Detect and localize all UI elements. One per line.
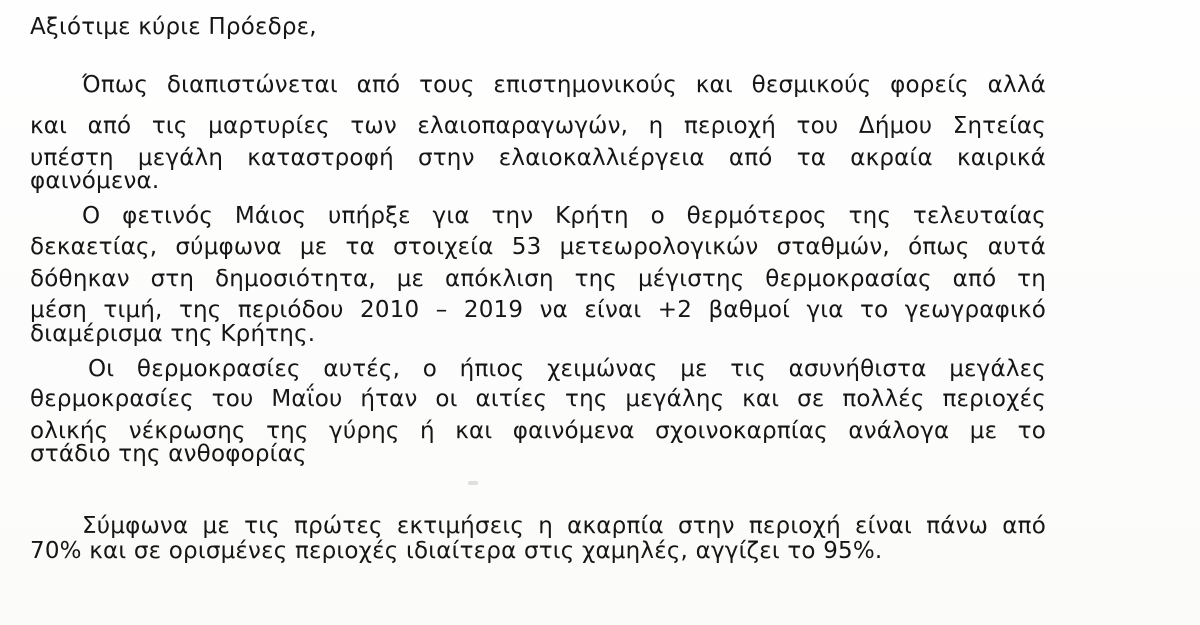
paragraph-3-line-2: θερμοκρασίες του Μαΐου ήταν οι αιτίες της μεγάλης και σε πολλές περιοχές	[30, 386, 1046, 412]
paragraph-2-line-3: δόθηκαν στη δημοσιότητα, με απόκλιση της μέγιστης θερμοκρασίας από τη	[30, 266, 1046, 292]
paragraph-3-line-3: ολικής νέκρωσης της γύρης ή και φαινόμενα σχοινοκαρπίας ανάλογα με το	[30, 418, 1046, 444]
paragraph-4-line-2: 70% και σε ορισμένες περιοχές ιδιαίτερα στις χαμηλές, αγγίζει το 95%.	[30, 538, 883, 564]
scan-smudge	[468, 481, 478, 485]
paragraph-1-line-4: φαινόμενα.	[30, 168, 160, 194]
paragraph-1-line-1: Όπως διαπιστώνεται από τους επιστημονικούς και θεσμικούς φορείς αλλά	[82, 72, 1046, 98]
paragraph-3-line-4: στάδιο της ανθοφορίας	[30, 441, 307, 467]
paragraph-3-line-1: Οι θερμοκρασίες αυτές, ο ήπιος χειμώνας με τις ασυνήθιστα μεγάλες	[88, 356, 1046, 382]
salutation: Αξιότιμε κύριε Πρόεδρε,	[30, 14, 317, 40]
paragraph-1-line-3: υπέστη μεγάλη καταστροφή στην ελαιοκαλλιέργεια από τα ακραία καιρικά	[30, 145, 1046, 171]
paragraph-2-line-2: δεκαετίας, σύμφωνα με τα στοιχεία 53 μετεωρολογικών σταθμών, όπως αυτά	[30, 234, 1046, 260]
paragraph-1-line-2: και από τις μαρτυρίες των ελαιοπαραγωγών, η περιοχή του Δήμου Σητείας	[30, 113, 1046, 139]
paragraph-2-line-1: Ο φετινός Μάιος υπήρξε για την Κρήτη ο θερμότερος της τελευταίας	[82, 203, 1046, 229]
paragraph-4-line-1: Σύμφωνα με τις πρώτες εκτιμήσεις η ακαρπία στην περιοχή είναι πάνω από	[82, 513, 1046, 539]
paragraph-2-line-5: διαμέρισμα της Κρήτης.	[30, 321, 316, 347]
paragraph-2-line-4: μέση τιμή, της περιόδου 2010 – 2019 να είναι +2 βαθμοί για το γεωγραφικό	[30, 297, 1046, 323]
